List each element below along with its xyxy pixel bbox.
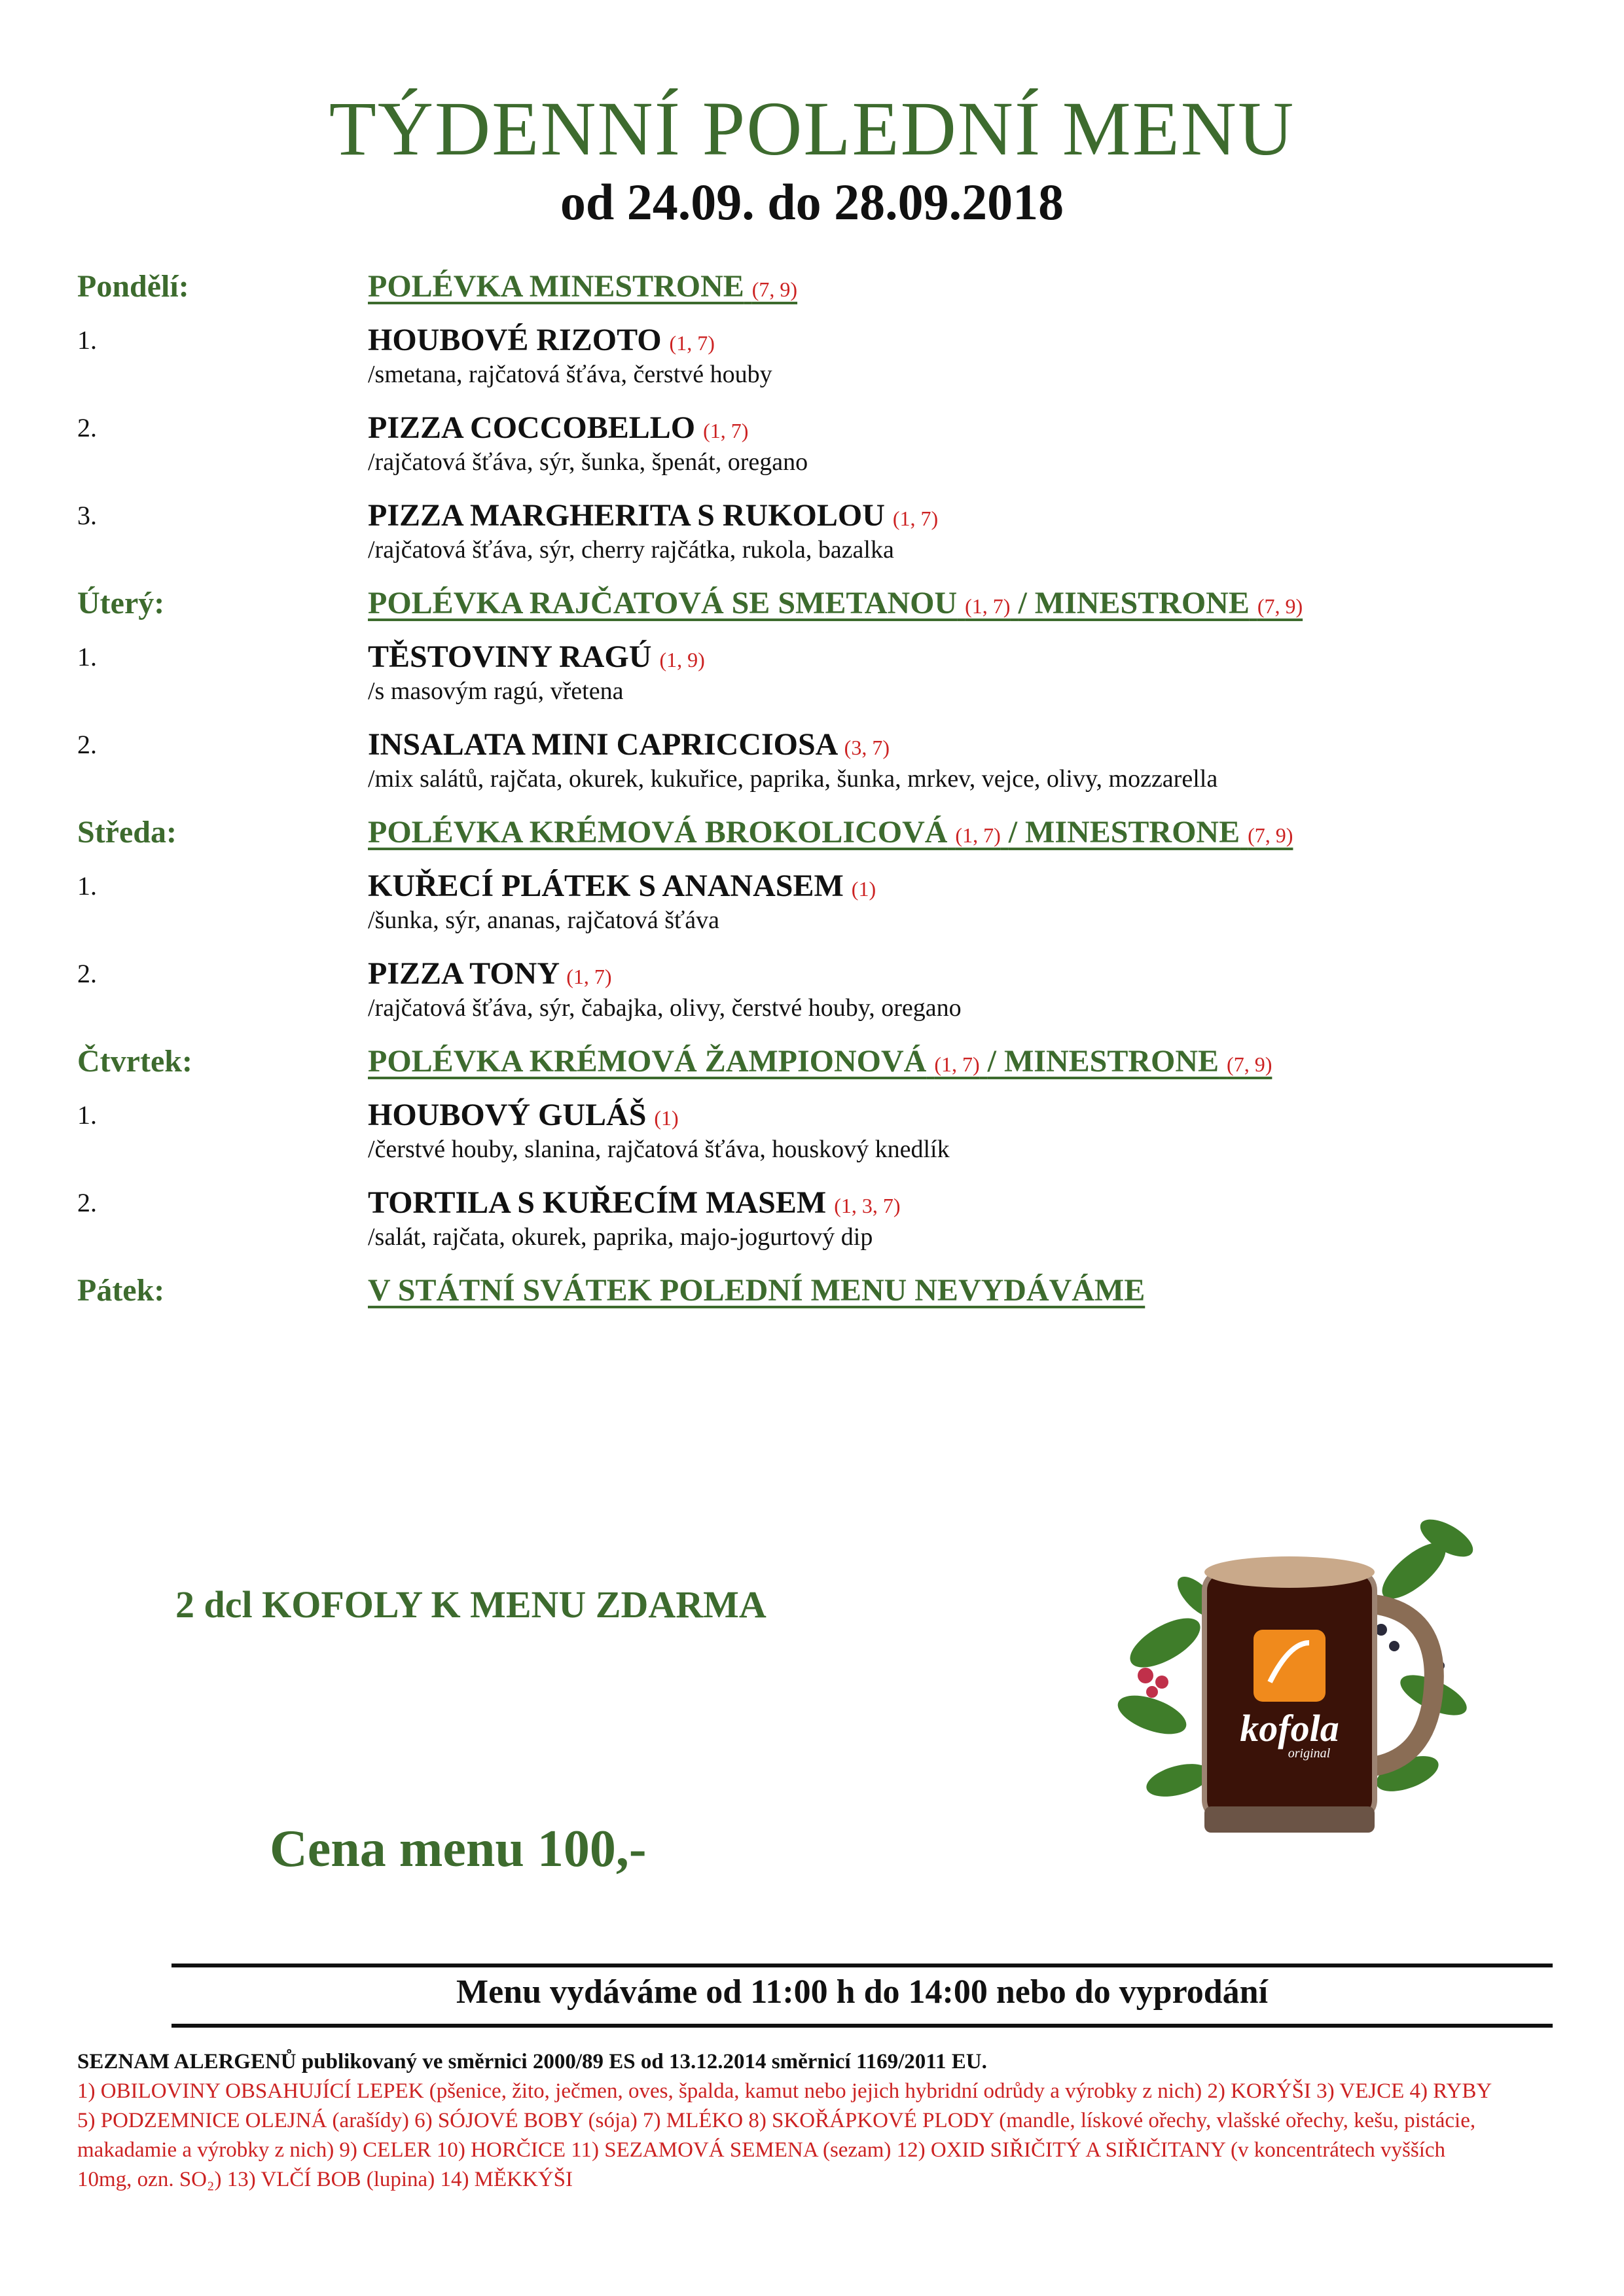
dish-allergens: (1) (654, 1106, 679, 1130)
dish-title: KUŘECÍ PLÁTEK S ANANASEM (368, 869, 844, 903)
dish-name (368, 322, 715, 358)
dish-allergens: (1, 7) (892, 507, 939, 530)
day-row (77, 1043, 1557, 1083)
dish-item (77, 497, 1557, 569)
dish-name (368, 1097, 679, 1133)
dish-item (77, 726, 1557, 798)
dish-name (368, 497, 938, 533)
dish-number: 2. (77, 730, 97, 759)
soup-alt-name: / MINESTRONE (987, 1044, 1219, 1079)
dish-number: 1. (77, 871, 97, 901)
dish-item (77, 639, 1557, 711)
dish-number: 1. (77, 642, 97, 672)
dish-item (77, 410, 1557, 482)
dish-allergens: (1) (851, 877, 876, 901)
soup-name: POLÉVKA RAJČATOVÁ SE SMETANOU (368, 586, 958, 620)
dish-name (368, 868, 876, 904)
soup-allergens: (1, 7) (955, 823, 1001, 847)
soup-allergens: (7, 9) (751, 278, 798, 301)
day-name: Úterý: (77, 586, 165, 620)
svg-text:original: original (1288, 1746, 1331, 1761)
day-row (77, 1272, 1557, 1312)
menu-price: Cena menu 100,- (270, 1820, 647, 1878)
dish-description: /rajčatová šťáva, sýr, čabajka, olivy, čerstvé houby, oregano (368, 994, 962, 1022)
soup-allergens: (1, 7) (965, 594, 1011, 618)
dish-number: 3. (77, 501, 97, 530)
dish-number: 2. (77, 413, 97, 442)
dish-title: HOUBOVÉ RIZOTO (368, 323, 662, 357)
dish-description: /mix salátů, rajčata, okurek, kukuřice, paprika, šunka, mrkev, vejce, olivy, mozzarella (368, 765, 1218, 793)
dish-name (368, 726, 890, 762)
dish-number: 2. (77, 1188, 97, 1217)
allergen-list-heading: SEZNAM ALERGENŮ publikovaný ve směrnici 2000/89 ES od 13.12.2014 směrnicí 1169/2011 EU. (77, 2050, 987, 2073)
soup-alt-allergens: (7, 9) (1227, 1052, 1272, 1076)
dish-title: HOUBOVÝ GULÁŠ (368, 1098, 647, 1132)
dish-allergens: (1, 9) (659, 648, 705, 672)
divider-bottom (171, 2024, 1553, 2028)
allergen-list (77, 2047, 1491, 2195)
day-name: Pátek: (77, 1273, 165, 1308)
day-name: Čtvrtek: (77, 1044, 192, 1079)
dish-number: 2. (77, 959, 97, 988)
dish-allergens: (1, 7) (566, 965, 612, 988)
dish-item (77, 868, 1557, 940)
day-name: Pondělí: (77, 269, 189, 304)
dish-name (368, 410, 748, 446)
svg-text:kofola: kofola (1240, 1707, 1339, 1749)
soup-alt-name: / MINESTRONE (1008, 815, 1240, 850)
dish-number: 1. (77, 325, 97, 355)
allergen-list-body: 1) OBILOVINY OBSAHUJÍCÍ LEPEK (pšenice, žito, ječmen, oves, špalda, kamut nebo jejich hybridní odrůdy a výrobky z nich) 2) KORÝŠI 3) VEJCE 4) RYBY 5) PODZEMNICE OLEJNÁ (arašídy) 6) SÓJOVÉ BOBY (sója) 7) MLÉKO 8) SKOŘÁPKOVÉ PLODY (mandle, lískové ořechy, vlašské ořechy, kešu, pistácie, makadamie a výrobky z nich) 9) CELER 10) HORČICE 11) SEZAMOVÁ SEMENA (sezam) 12) OXID SIŘIČITÝ A SIŘIČITANY (v koncentrátech vyšších 10mg, ozn. SO₂) 13) VLČÍ BOB (lupina) 14) MĚKKÝŠI (77, 2079, 1491, 2191)
day-row (77, 585, 1557, 624)
dish-item (77, 1185, 1557, 1257)
dish-name (368, 1185, 901, 1221)
dish-description: /rajčatová šťáva, sýr, cherry rajčátka, rukola, bazalka (368, 536, 894, 564)
dish-title: INSALATA MINI CAPRICCIOSA (368, 727, 837, 762)
soup-alt-name: / MINESTRONE (1018, 586, 1250, 620)
day-soup-line (77, 268, 797, 304)
soup-name: POLÉVKA MINESTRONE (368, 269, 744, 304)
dish-number: 1. (77, 1100, 97, 1130)
dish-title: TĚSTOVINY RAGÚ (368, 639, 652, 674)
dish-description: /smetana, rajčatová šťáva, čerstvé houby (368, 361, 772, 388)
dish-allergens: (1, 7) (703, 419, 749, 442)
day-soup-line (77, 1272, 1145, 1308)
dish-item (77, 1097, 1557, 1169)
dish-name (368, 956, 612, 992)
dish-item (77, 956, 1557, 1028)
serving-hours: Menu vydáváme od 11:00 h do 14:00 nebo do vyprodání (456, 1973, 1269, 2011)
menu-title: TÝDENNÍ POLEDNÍ MENU (329, 86, 1295, 171)
dish-title: PIZZA MARGHERITA S RUKOLOU (368, 498, 885, 533)
dish-description: /čerstvé houby, slanina, rajčatová šťáva, houskový knedlík (368, 1136, 950, 1163)
soup-alt-allergens: (7, 9) (1257, 594, 1303, 618)
day-soup-line (77, 814, 1293, 850)
day-soup-line (77, 1043, 1272, 1079)
weekly-menu (77, 268, 1557, 1326)
dish-item (77, 322, 1557, 394)
dish-allergens: (3, 7) (844, 736, 890, 759)
divider-top (171, 1964, 1553, 1967)
dish-name (368, 639, 705, 675)
dish-title: TORTILA S KUŘECÍM MASEM (368, 1185, 827, 1220)
dish-description: /rajčatová šťáva, sýr, šunka, špenát, oregano (368, 448, 808, 476)
dish-allergens: (1, 7) (669, 331, 715, 355)
soup-name: POLÉVKA KRÉMOVÁ BROKOLICOVÁ (368, 815, 948, 850)
menu-dates: od 24.09. do 28.09.2018 (560, 173, 1064, 230)
soup-name: POLÉVKA KRÉMOVÁ ŽAMPIONOVÁ (368, 1044, 927, 1079)
soup-allergens: (1, 7) (934, 1052, 980, 1076)
dish-title: PIZZA TONY (368, 956, 559, 991)
day-row (77, 268, 1557, 308)
dish-allergens: (1, 3, 7) (834, 1194, 901, 1217)
day-soup-line (77, 585, 1303, 621)
day-name: Středa: (77, 815, 177, 850)
soup-alt-allergens: (7, 9) (1248, 823, 1293, 847)
day-row (77, 814, 1557, 853)
soup-name: V STÁTNÍ SVÁTEK POLEDNÍ MENU NEVYDÁVÁME (368, 1273, 1146, 1308)
kofola-promo: 2 dcl KOFOLY K MENU ZDARMA (175, 1583, 767, 1626)
kofola-mug-image (1106, 1499, 1486, 1865)
dish-description: /salát, rajčata, okurek, paprika, majo-jogurtový dip (368, 1223, 873, 1251)
dish-description: /s masovým ragú, vřetena (368, 677, 624, 705)
dish-description: /šunka, sýr, ananas, rajčatová šťáva (368, 906, 720, 934)
dish-title: PIZZA COCCOBELLO (368, 410, 696, 445)
